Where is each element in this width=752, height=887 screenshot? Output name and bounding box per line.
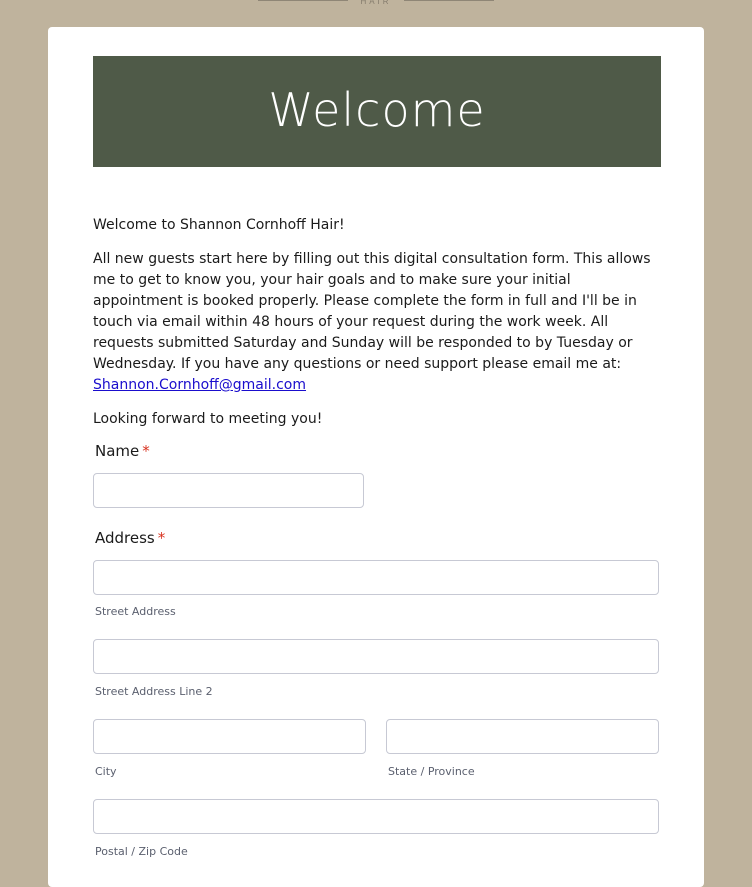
street-address-line2-input[interactable] (93, 639, 659, 674)
address-required-marker: * (157, 529, 166, 547)
name-required-marker: * (142, 442, 150, 460)
welcome-banner (93, 56, 661, 167)
city-sublabel: City (95, 765, 117, 778)
intro-closing: Looking forward to meeting you! (93, 411, 323, 427)
form-card (48, 27, 704, 887)
name-label (95, 442, 150, 460)
street-address-input[interactable] (93, 560, 659, 595)
logo-text: HAIR (360, 0, 392, 6)
banner-title: Welcome (268, 82, 486, 137)
city-input[interactable] (93, 719, 366, 754)
intro-body-text: All new guests start here by filling out this digital consultation form. This allows me to get to know you, your hair goals and to make sure your initial appointment is booked properly. Please complete the form in full and I'll be in touch via email within 48 hours of your request during the work week. All requests submitted Saturday and Sunday will be responded to by Tuesday or Wednesday. If you have any questions or need support please email me at: (93, 251, 651, 372)
name-label-text: Name (95, 442, 140, 460)
logo-divider-left (258, 0, 348, 1)
email-link[interactable]: Shannon.Cornhoff@gmail.com (93, 377, 307, 393)
state-province-input[interactable] (386, 719, 659, 754)
state-province-sublabel: State / Province (388, 765, 475, 778)
postal-code-sublabel: Postal / Zip Code (95, 845, 188, 858)
intro-text (93, 215, 663, 443)
address-label (95, 529, 165, 547)
intro-greeting: Welcome to Shannon Cornhoff Hair! (93, 217, 345, 233)
address-label-text: Address (95, 529, 155, 547)
name-input[interactable] (93, 473, 364, 508)
postal-code-input[interactable] (93, 799, 659, 834)
street-address-sublabel: Street Address (95, 605, 176, 618)
street-address-line2-sublabel: Street Address Line 2 (95, 685, 213, 698)
logo-divider-right (404, 0, 494, 1)
header-logo (0, 0, 752, 8)
intro-body (93, 249, 663, 396)
